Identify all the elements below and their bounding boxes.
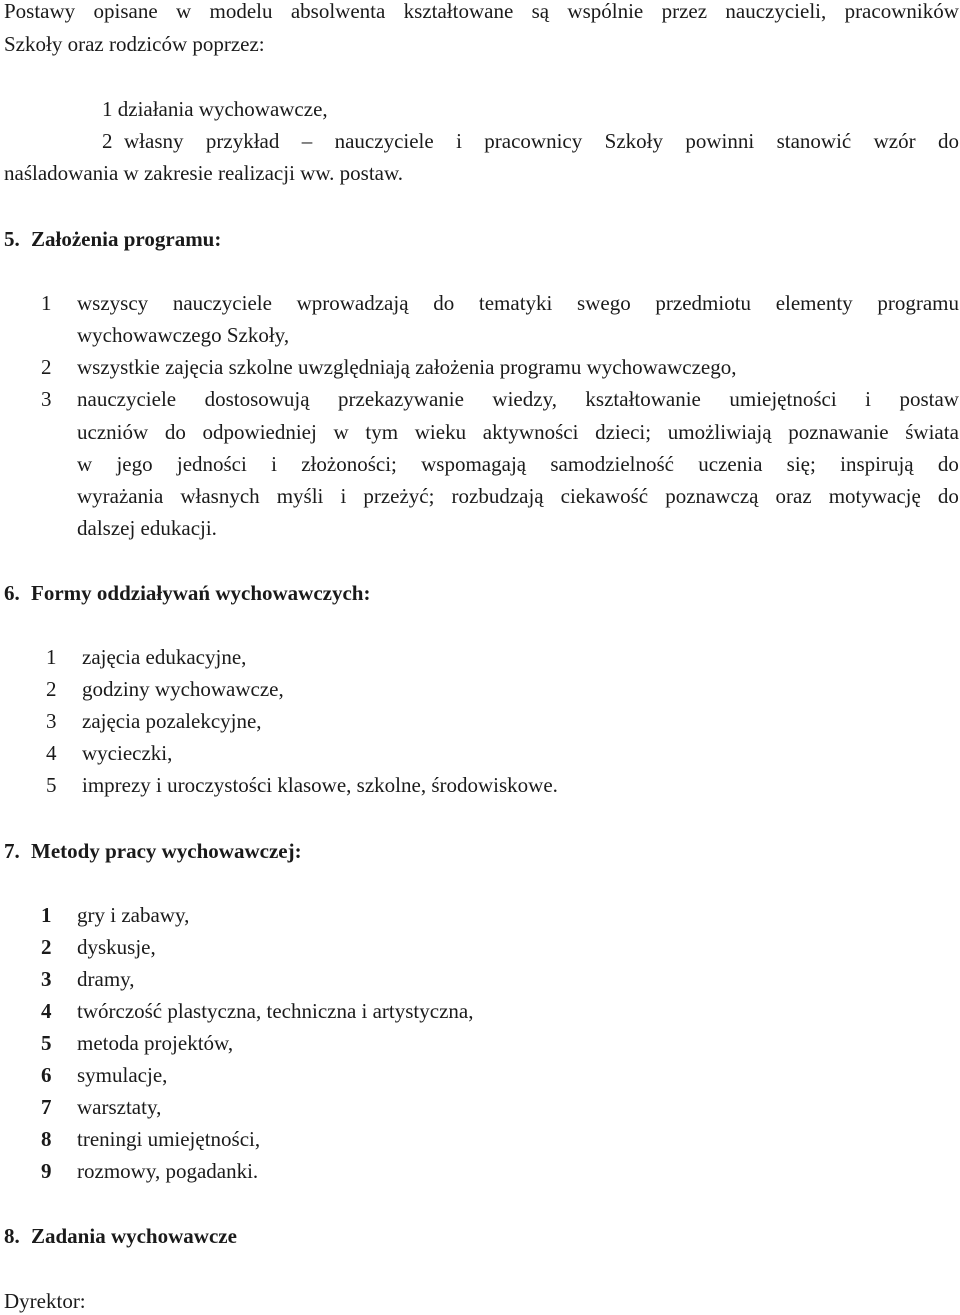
list-number: 7: [41, 1095, 52, 1119]
intro-item-2-line-1: własny przykład – nauczyciele i pracownicy Szkoły powinni stanowić wzór do: [124, 129, 959, 153]
list-item: godziny wychowawcze,: [82, 677, 284, 701]
intro-line-2: Szkoły oraz rodziców poprzez:: [4, 32, 265, 56]
section-number: 8.: [4, 1224, 20, 1248]
list-item: imprezy i uroczystości klasowe, szkolne, środowiskowe.: [82, 773, 558, 797]
list-number: 1: [41, 903, 52, 927]
s5-item-1-line-1: wszyscy nauczyciele wprowadzają do tematyki swego przedmiotu elementy programu: [77, 291, 959, 315]
s5-item-3-line-3: w jego jedności i złożoności; wspomagają samodzielność uczenia się; inspirują do: [77, 452, 959, 476]
intro-item-1: [102, 96, 328, 122]
list-item: dramy,: [77, 967, 135, 991]
s5-item-1-line-2: wychowawczego Szkoły,: [77, 323, 290, 347]
list-item: symulacje,: [77, 1063, 168, 1087]
section-title: Metody pracy wychowawczej:: [31, 839, 302, 863]
list-item: zajęcia pozalekcyjne,: [82, 709, 262, 733]
section-number: 6.: [4, 581, 20, 605]
section-title: Założenia programu:: [31, 227, 222, 251]
list-number: 1: [102, 97, 113, 121]
list-item: wycieczki,: [82, 741, 173, 765]
director-label: Dyrektor:: [4, 1289, 86, 1313]
list-item: twórczość plastyczna, techniczna i artystyczna,: [77, 999, 474, 1023]
list-number: 4: [46, 741, 57, 765]
list-number: 2: [41, 355, 52, 379]
list-number: 1: [46, 645, 57, 669]
list-number: 3: [41, 967, 52, 991]
list-item: dyskusje,: [77, 935, 156, 959]
section-title: Formy oddziaływań wychowawczych:: [31, 581, 371, 605]
list-item: metoda projektów,: [77, 1031, 234, 1055]
section-5-heading: [4, 225, 221, 253]
s5-item-3-line-1: nauczyciele dostosowują przekazywanie wiedzy, kształtowanie umiejętności i postaw: [77, 387, 959, 411]
list-number: 4: [41, 999, 52, 1023]
s5-item-3-line-5: dalszej edukacji.: [77, 516, 217, 540]
list-number: 8: [41, 1127, 52, 1151]
list-number: 2: [46, 677, 57, 701]
list-number: 6: [41, 1063, 52, 1087]
list-number: 3: [41, 387, 52, 411]
s5-item-3-line-2: uczniów do odpowiedniej w tym wieku aktywności dzieci; umożliwiają poznawanie świata: [77, 420, 959, 444]
section-number: 5.: [4, 227, 20, 251]
list-item: rozmowy, pogadanki.: [77, 1159, 259, 1183]
intro-item-2-line-2: naśladowania w zakresie realizacji ww. postaw.: [4, 161, 404, 185]
section-6-heading: [4, 579, 370, 607]
list-number: 3: [46, 709, 57, 733]
list-number: 2: [41, 935, 52, 959]
list-item: treningi umiejętności,: [77, 1127, 261, 1151]
list-number: 9: [41, 1159, 52, 1183]
list-number: 2: [102, 129, 113, 153]
s5-item-3-line-4: wyrażania własnych myśli i przeżyć; rozbudzają ciekawość poznawczą oraz motywację do: [77, 484, 959, 508]
section-8-heading: [4, 1222, 237, 1250]
section-7-heading: [4, 837, 302, 865]
s5-item-2-line-1: wszystkie zajęcia szkolne uwzględniają założenia programu wychowawczego,: [77, 355, 737, 379]
list-item: gry i zabawy,: [77, 903, 190, 927]
list-text: działania wychowawcze,: [117, 97, 328, 121]
list-item: zajęcia edukacyjne,: [82, 645, 247, 669]
list-number: 5: [41, 1031, 52, 1055]
list-number: 5: [46, 773, 57, 797]
intro-line-1: Postawy opisane w modelu absolwenta kształtowane są wspólnie przez nauczycieli, pracowników: [4, 0, 959, 23]
section-title: Zadania wychowawcze: [31, 1224, 237, 1248]
list-item: warsztaty,: [77, 1095, 162, 1119]
section-number: 7.: [4, 839, 20, 863]
list-number: 1: [41, 291, 52, 315]
